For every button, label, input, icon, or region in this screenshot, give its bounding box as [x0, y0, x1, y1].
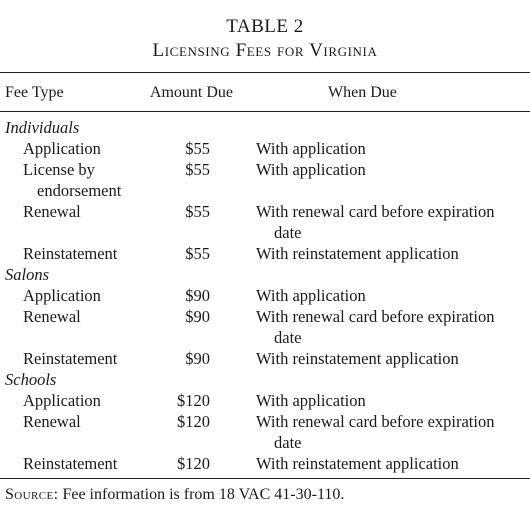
header-fee-type: Fee Type — [5, 84, 64, 101]
group-label-schools: Schools — [5, 370, 57, 389]
row-when-continuation: date — [274, 328, 302, 347]
row-amount: $120 — [177, 391, 210, 410]
row-amount: $120 — [177, 412, 210, 431]
row-when: With application — [256, 286, 366, 305]
row-type: Application — [23, 286, 101, 305]
source-note — [5, 486, 344, 504]
row-type: Renewal — [23, 412, 81, 431]
row-when: With reinstatement application — [256, 244, 459, 263]
row-amount: $90 — [185, 286, 210, 305]
row-when — [256, 306, 524, 348]
row-type: Renewal — [23, 307, 81, 326]
row-when: With application — [256, 139, 366, 158]
row-when: With reinstatement application — [256, 454, 459, 473]
row-when-line: With renewal card before expiration — [256, 202, 495, 221]
row-when: With application — [256, 391, 366, 410]
row-type: Reinstatement — [23, 349, 118, 368]
row-type: Application — [23, 391, 101, 410]
table-number: TABLE 2 — [226, 16, 304, 37]
row-when — [256, 411, 524, 453]
row-type-continuation: endorsement — [37, 181, 122, 200]
table-title: Licensing Fees for Virginia — [152, 40, 378, 61]
header-rule — [0, 111, 530, 112]
row-type: Application — [23, 139, 101, 158]
row-amount: $55 — [185, 244, 210, 263]
source-text: Fee information is from 18 VAC 41-30-110. — [58, 486, 345, 503]
row-amount: $90 — [185, 349, 210, 368]
top-rule — [0, 72, 530, 73]
group-label-individuals: Individuals — [5, 118, 80, 137]
row-amount: $55 — [185, 139, 210, 158]
row-when-continuation: date — [274, 223, 302, 242]
row-type: Reinstatement — [23, 244, 118, 263]
group-label-salons: Salons — [5, 265, 50, 284]
source-label: Source: — [5, 486, 59, 503]
row-when-line: With renewal card before expiration — [256, 412, 495, 431]
row-type: Renewal — [23, 202, 81, 221]
row-amount: $90 — [185, 307, 210, 326]
row-when: With reinstatement application — [256, 349, 459, 368]
row-when-continuation: date — [274, 433, 302, 452]
row-when-line: With renewal card before expiration — [256, 307, 495, 326]
header-when-due: When Due — [328, 84, 397, 101]
bottom-rule — [0, 478, 530, 479]
row-amount: $55 — [185, 160, 210, 179]
row-amount: $120 — [177, 454, 210, 473]
row-when — [256, 201, 524, 243]
row-type-line: License by — [23, 160, 95, 179]
row-type: Reinstatement — [23, 454, 118, 473]
row-when: With application — [256, 160, 366, 179]
header-amount-due: Amount Due — [149, 84, 233, 101]
row-amount: $55 — [185, 202, 210, 221]
